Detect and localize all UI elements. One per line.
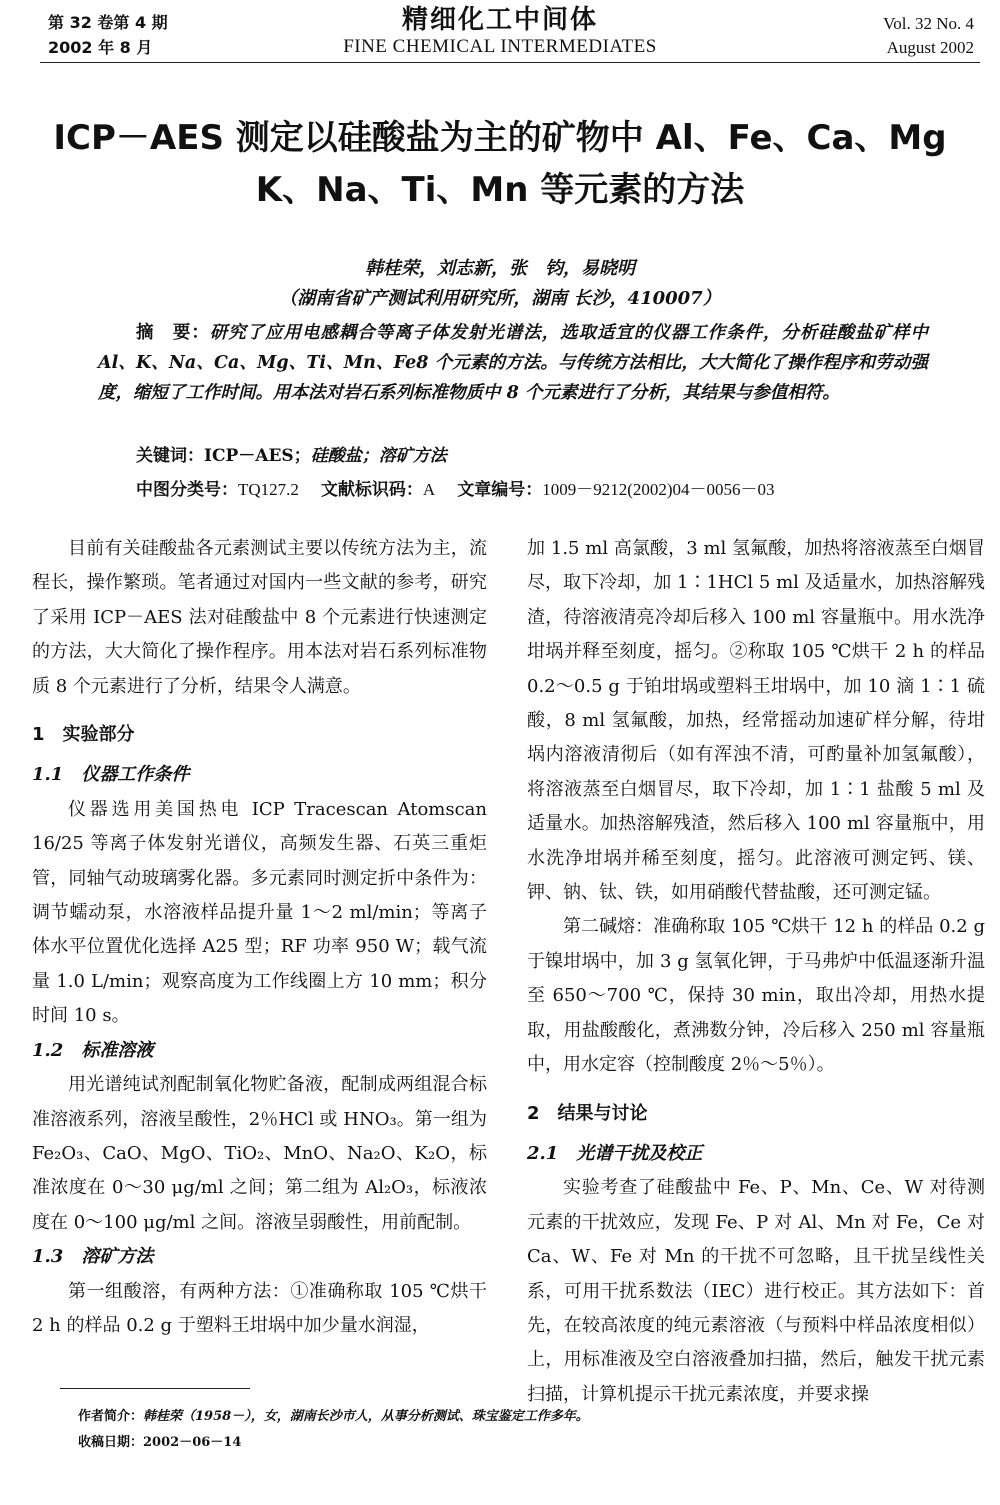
classification-line [136,476,775,504]
section-heading-2: 2 结果与讨论 [527,1102,648,1124]
keywords-label: 关键词： [136,446,204,466]
journal-title-en: FINE CHEMICAL INTERMEDIATES [343,36,657,57]
subsection-heading-1-1: 1.1 仪器工作条件 [32,764,190,786]
paragraph-1-1: 仪器选用美国热电 ICP Tracescan Atomscan 16/25 等离子体发射光谱仪，高频发生器、石英三重炬管，同轴气动玻璃雾化器。多元素同时测定折中条件为：调节蠕动泵，水溶液样品提升量 1～2 ml/min；等离子体水平位置优化选择 A25 型；RF 功率 950 W；载气流量 1.0 L/min；观察高度为工作线圈上方 10 mm；积分时间 10 s。 [32,798,487,1027]
subsection-heading-1-2: 1.2 标准溶液 [32,1039,154,1061]
header-divider [40,62,980,63]
issue-info-en [883,12,974,60]
paragraph-alkali-fusion: 第二碱熔：准确称取 105 ℃烘干 12 h 的样品 0.2 g 于镍坩埚中，加 3 g 氢氧化钾，于马弗炉中低温逐渐升温至 650～700 ℃，保持 30 min，取出冷却，用热水提取，用盐酸酸化，煮沸数分钟，冷后移入 250 ml 容量瓶中，用水定容（控制酸度 2％～5％）。 [527,916,985,1076]
abstract-label: 摘 要： [136,323,210,343]
paragraph-1-3: 第一组酸溶，有两种方法：①准确称取 105 ℃烘干 2 h 的样品 0.2 g 于塑料王坩埚中加少量水润湿， [32,1280,487,1336]
subsection-heading-2-1: 2.1 光谱干扰及校正 [527,1142,703,1164]
clc-value: TQ127.2 [238,480,299,499]
clc-label: 中图分类号： [136,480,238,500]
volume-en: Vol. 32 No. 4 [883,14,974,33]
footnote-divider [60,1388,250,1389]
received-date-value: 2002－06－14 [143,1435,242,1450]
author-list: 韩桂荣，刘志新，张 钧，易晓明 [365,258,635,279]
title-line-1: ICP－AES 测定以硅酸盐为主的矿物中 Al、Fe、Ca、Mg [53,118,947,158]
paper-title [0,112,1000,216]
abstract-text: 研究了应用电感耦合等离子体发射光谱法，选取适宜的仪器工作条件，分析硅酸盐矿样中 Al、K、Na、Ca、Mg、Ti、Mn、Fe8 个元素的方法。与传统方法相比，大大简化了操作程序和劳动强度，缩短了工作时间。用本法对岩石系列标准物质中 8 个元素进行了分析，其结果与参值相符。 [98,323,929,403]
volume-cn: 第 32 卷第 4 期 [48,13,168,32]
paragraph-2-1: 实验考查了硅酸盐中 Fe、P、Mn、Ce、W 对待测元素的干扰效应，发现 Fe、P 对 Al、Mn 对 Fe，Ce 对 Ca、W、Fe 对 Mn 的干扰不可忽略，且干扰呈线性关系，可用干扰系数法（IEC）进行校正。其方法如下：首先，在较高浓度的纯元素溶液（与预料中样品浓度相似）上，用标准液及空白溶液叠加扫描，然后，触发干扰元素扫描，计算机提示干扰元素浓度，并要求操 [527,1177,985,1405]
author-footnote-label: 作者简介： [78,1409,144,1424]
doc-code-value: A [422,480,436,499]
article-number-value: 1009－9212(2002)04－0056－03 [542,480,775,499]
affiliation: （湖南省矿产测试利用研究所，湖南 长沙，410007） [279,288,721,309]
date-en: August 2002 [886,38,974,57]
intro-paragraph: 目前有关硅酸盐各元素测试主要以传统方法为主，流程长，操作繁琐。笔者通过对国内一些文献的参考，研究了采用 ICP－AES 法对硅酸盐中 8 个元素进行快速测定的方法，大大简化了操作程序。用本法对岩石系列标准物质 8 个元素进行了分析，结果令人满意。 [32,538,487,697]
keywords [136,442,447,470]
abstract [98,318,928,408]
doc-code-label: 文献标识码： [320,480,423,500]
subsection-heading-1-3: 1.3 溶矿方法 [32,1246,154,1268]
author-footnote [78,1406,589,1428]
section-heading-1: 1 实验部分 [32,724,135,746]
paragraph-continued: 加 1.5 ml 高氯酸，3 ml 氢氟酸，加热将溶液蒸至白烟冒尽，取下冷却，加 1∶1HCl 5 ml 及适量水，加热溶解残渣，待溶液清亮冷却后移入 100 ml 容量瓶中。用水洗净坩埚并释至刻度，摇匀。②称取 105 ℃烘干 2 h 的样品 0.2～0.5 g 于铂坩埚或塑料王坩埚中，加 10 滴 1∶1 硫酸，8 ml 氢氟酸，加热，经常摇动加速矿样分解，待坩埚内溶液清彻后（如有浑浊不清，可酌量补加氢氟酸），将溶液蒸至白烟冒尽，取下冷却，加 1∶1 盐酸 5 ml 及适量水。加热溶解残渣，然后移入 100 ml 容量瓶中，用水洗净坩埚并稀至刻度，摇匀。此溶液可测定钙、镁、钾、钠、钛、铁，如用硝酸代替盐酸，还可测定锰。 [527,538,985,904]
right-column [527,532,985,1412]
keywords-plain: ICP－AES； [204,446,311,466]
article-number-label: 文章编号： [457,480,543,500]
date-cn: 2002 年 8 月 [48,38,153,57]
journal-title-cn: 精细化工中间体 [401,5,598,35]
author-footnote-text: 韩桂荣（1958－），女，湖南长沙市人，从事分析测试、珠宝鉴定工作多年。 [143,1409,589,1424]
title-line-2: K、Na、Ti、Mn 等元素的方法 [255,170,745,210]
journal-name [0,4,1000,58]
received-date-label: 收稿日期： [78,1435,144,1450]
paragraph-1-2: 用光谱纯试剂配制氧化物贮备液，配制成两组混合标准溶液系列，溶液呈酸性，2％HCl 或 HNO₃。第一组为 Fe₂O₃、CaO、MgO、TiO₂、MnO、Na₂O、K₂O，标准浓度在 0～30 μg/ml 之间；第二组为 Al₂O₃，标液浓度在 0～100 μg/ml 之间。溶液呈弱酸性，用前配制。 [32,1074,487,1233]
left-column [32,532,487,1343]
received-date [78,1432,241,1454]
keywords-italic: 硅酸盐；溶矿方法 [310,446,447,466]
